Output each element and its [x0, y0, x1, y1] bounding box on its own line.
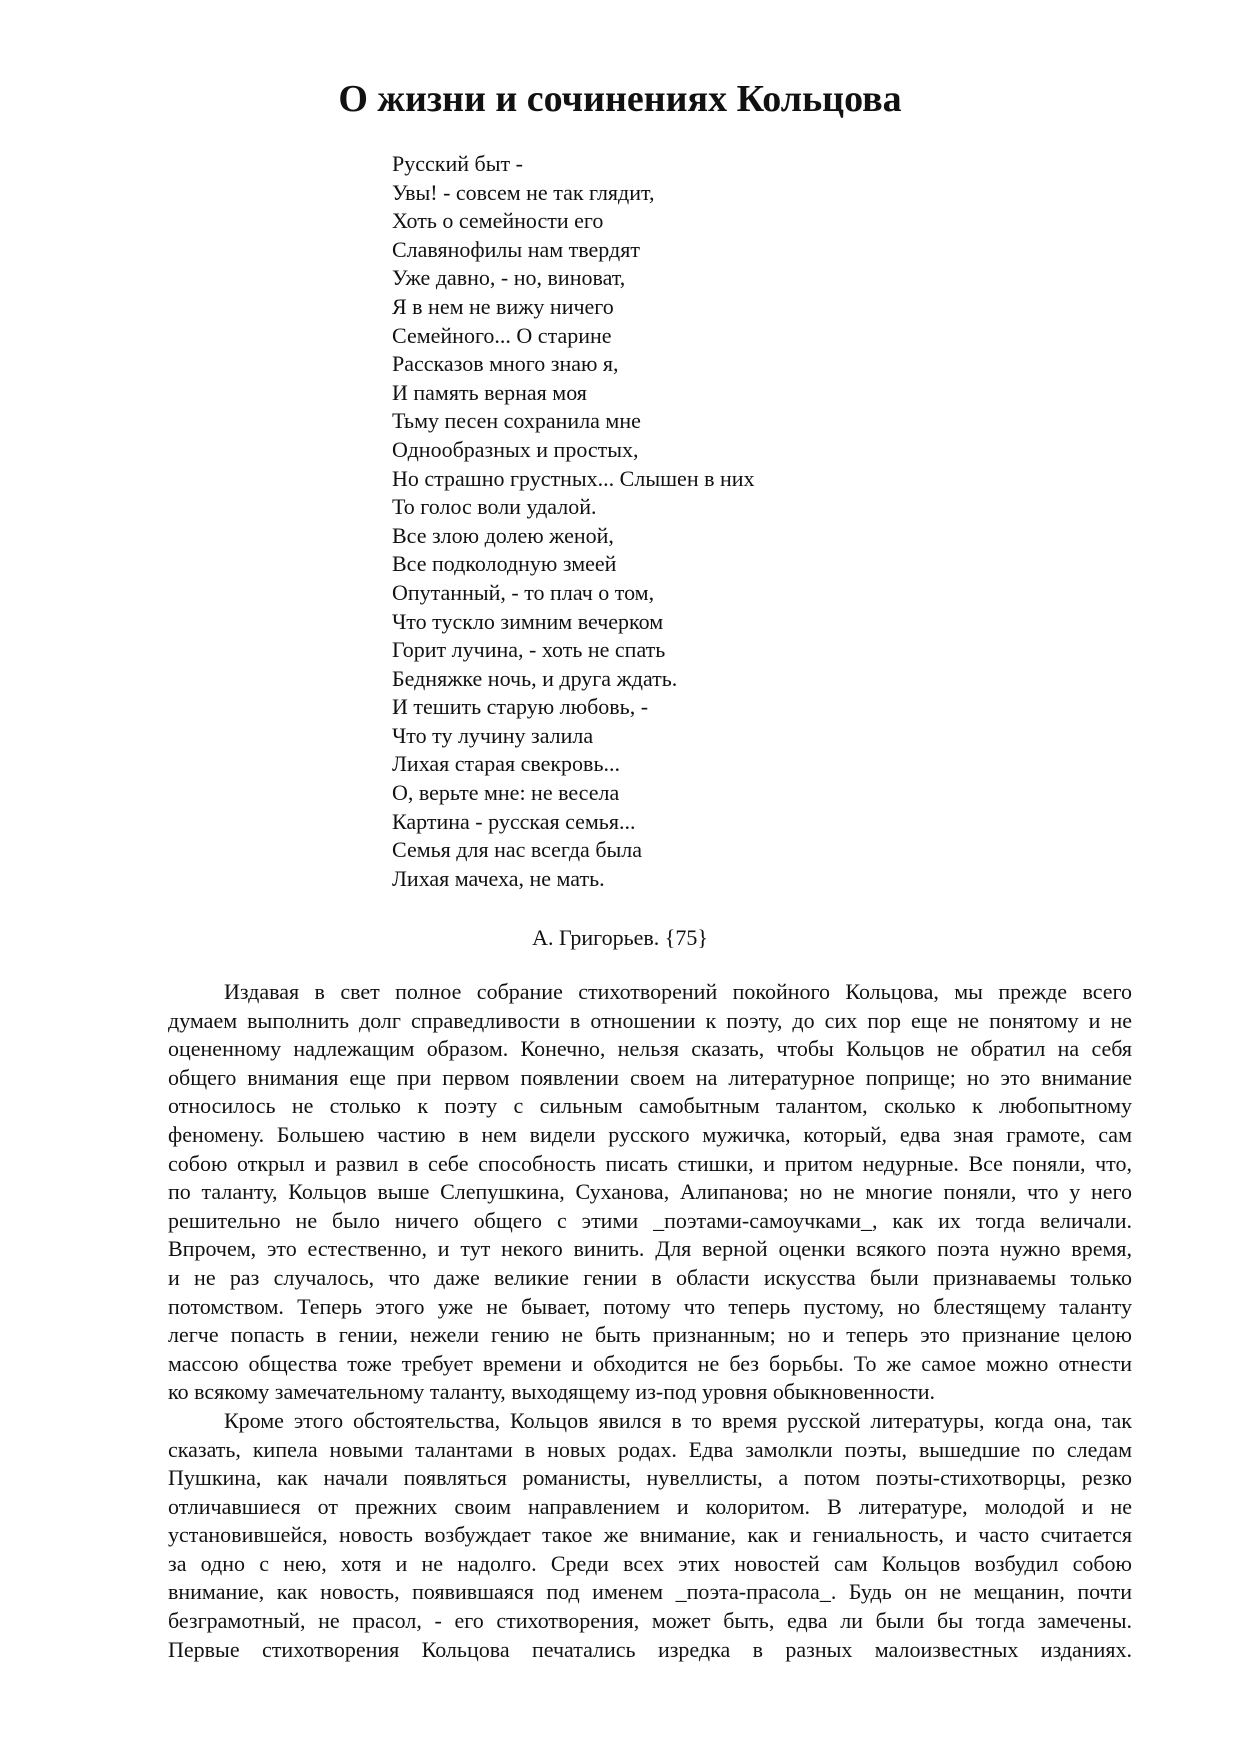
paragraph-line: внимание, как новость, появившаяся под именем _поэта-прасола_. Будь он не мещанин, почти [168, 1579, 1132, 1605]
paragraph-line: решительно не было ничего общего с этими _поэтами-самоучками_, как их тогда величали. [168, 1207, 1132, 1233]
poem-line: Рассказов много знаю я, [392, 351, 619, 377]
poem-line: И память верная моя [392, 379, 587, 405]
poem-line: Горит лучина, - хоть не спать [392, 637, 666, 663]
paragraph-line: за одно с нею, хотя и не надолго. Среди всех этих новостей сам Кольцов возбудил собою [168, 1550, 1132, 1576]
poem-line: О, верьте мне: не весела [392, 780, 620, 806]
poem-line: Что тускло зимним вечерком [392, 608, 664, 634]
poem-line: Тьму песен сохранила мне [392, 408, 641, 434]
paragraph-line: по таланту, Кольцов выше Слепушкина, Суханова, Алипанова; но не многие поняли, что у него [168, 1179, 1132, 1205]
poem-line: И тешить старую любовь, - [392, 694, 649, 720]
poem-line: Все подколодную змеей [392, 551, 617, 577]
poem-line: Лихая мачеха, не мать. [392, 865, 605, 891]
page-title: О жизни и сочинениях Кольцова [338, 78, 902, 120]
paragraph-line: Издавая в свет полное собрание стихотворений покойного Кольцова, мы прежде всего [224, 979, 1132, 1004]
paragraph-line: ко всякому замечательному таланту, выходящему из-под уровня обыкновенности. [168, 1379, 936, 1405]
paragraph-line: Пушкина, как начали появляться романисты, нувеллисты, а потом поэты-стихотворцы, резко [168, 1465, 1132, 1491]
paragraph-line: Впрочем, это естественно, и тут некого винить. Для верной оценки всякого поэта нужно время, [168, 1236, 1132, 1262]
poem-line: Картина - русская семья... [392, 808, 636, 834]
poem-line: Я в нем не вижу ничего [392, 293, 614, 319]
paragraph-line: массою общества тоже требует времени и обходится не без борьбы. То же самое можно отнести [168, 1350, 1132, 1376]
poem-line: Увы! - совсем не так глядит, [392, 179, 655, 205]
epigraph-poem [392, 150, 755, 893]
poem-line: Бедняжке ночь, и друга ждать. [392, 665, 678, 691]
epigraph-signature: А. Григорьев. {75} [532, 925, 708, 950]
poem-line: Но страшно грустных... Слышен в них [392, 465, 755, 491]
paragraph-line: относилось не столько к поэту с сильным самобытным талантом, сколько к любопытному [168, 1093, 1132, 1119]
poem-line: Опутанный, - то плач о том, [392, 579, 655, 605]
paragraph-line: и не раз случалось, что даже великие гении в области искусства были признаваемы только [168, 1264, 1132, 1290]
paragraph-line: установившейся, новость возбуждает такое же внимание, как и гениальность, и часто считается [168, 1522, 1132, 1548]
paragraph-line: феномену. Большею частию в нем видели русского мужичка, который, едва зная грамоте, сам [168, 1121, 1132, 1147]
poem-line: Лихая старая свекровь... [392, 751, 620, 777]
paragraph-line: легче попасть в гении, нежели гению не быть признанным; но и теперь это признание целою [168, 1322, 1132, 1348]
paragraph [112, 1407, 1132, 1664]
paragraph-line: думаем выполнить долг справедливости в отношении к поэту, до сих пор еще не понятому и не [168, 1007, 1132, 1033]
poem-line: Семья для нас всегда была [392, 837, 643, 863]
poem-line: То голос воли удалой. [392, 494, 597, 520]
paragraph-line: общего внимания еще при первом появлении своем на литературное поприще; но это внимание [168, 1064, 1132, 1090]
paragraph [112, 978, 1132, 1407]
poem-line: Все злою долею женой, [392, 522, 614, 548]
poem-line: Что ту лучину залила [392, 722, 594, 748]
paragraph-line: потомством. Теперь этого уже не бывает, потому что теперь пустому, но блестящему таланту [168, 1293, 1132, 1319]
paragraph-line: собою открыл и развил в себе способность писать стишки, и притом недурные. Все поняли, что, [168, 1150, 1132, 1176]
paragraph-line: оцененному надлежащим образом. Конечно, нельзя сказать, чтобы Кольцов не обратил на себя [168, 1036, 1132, 1062]
poem-line: Семейного... О старине [392, 322, 612, 348]
article-body [112, 978, 1132, 1664]
poem-line: Славянофилы нам твердят [392, 236, 640, 262]
paragraph-line: Кроме этого обстоятельства, Кольцов явился в то время русской литературы, когда она, так [224, 1407, 1132, 1433]
paragraph-line: безграмотный, не прасол, - его стихотворения, может быть, едва ли были бы тогда замечены. [168, 1608, 1132, 1634]
paragraph-line: отличавшиеся от прежних своим направлением и колоритом. В литературе, молодой и не [168, 1493, 1132, 1519]
poem-line: Однообразных и простых, [392, 436, 639, 462]
poem-line: Хоть о семейности его [392, 208, 604, 234]
poem-line: Уже давно, - но, виноват, [392, 265, 626, 291]
poem-line: Русский быт - [392, 151, 523, 176]
paragraph-line: Первые стихотворения Кольцова печатались изредка в разных малоизвестных изданиях. [168, 1636, 1132, 1662]
paragraph-line: сказать, кипела новыми талантами в новых родах. Едва замолкли поэты, вышедшие по следам [168, 1436, 1132, 1462]
